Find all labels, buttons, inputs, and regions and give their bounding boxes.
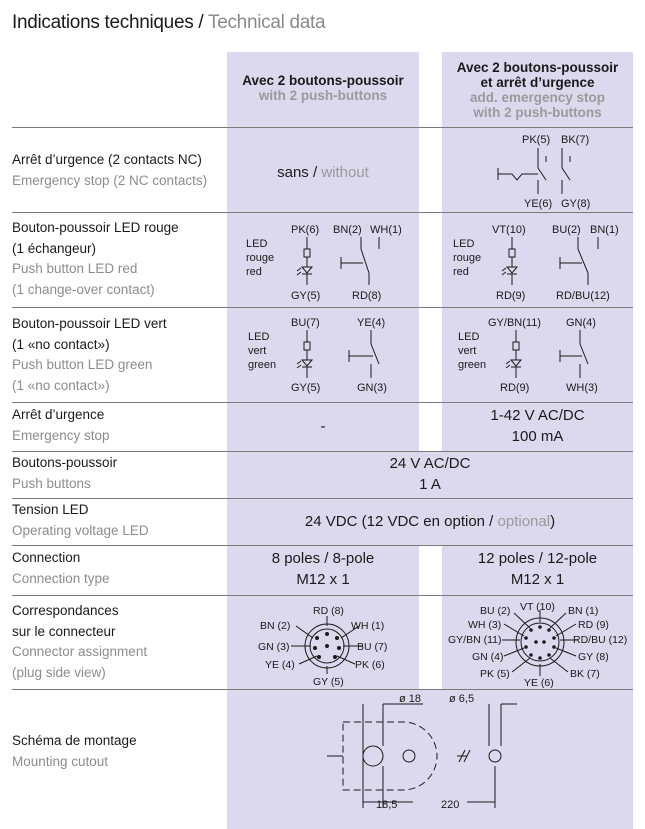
pin-label-pk: PK (5) — [480, 668, 510, 680]
label-fr: Boutons-poussoir — [12, 455, 118, 470]
led-label: LED — [246, 238, 268, 250]
led-label: red — [246, 266, 262, 278]
row-divider — [12, 545, 633, 546]
pin-label-bn: BN (1) — [568, 605, 599, 617]
led-optional: optional — [493, 513, 551, 530]
row-label-led — [12, 500, 149, 541]
row-label-estop — [12, 405, 110, 446]
label-en: Push buttons — [12, 475, 91, 491]
cutout-outline — [343, 722, 437, 790]
connector-pins — [313, 632, 341, 659]
cutout-hole-65 — [489, 750, 501, 762]
column-header-1 — [227, 73, 419, 103]
led-label: rouge — [246, 252, 275, 264]
label-en: Connector assignment — [12, 644, 148, 659]
connection-poles: 12 poles / 12-pole — [477, 550, 598, 567]
led-label: green — [458, 359, 487, 371]
label-en: Mounting cutout — [12, 753, 109, 769]
column-header-2 — [442, 60, 633, 120]
green-switch-lines — [506, 330, 588, 378]
led-label: rouge — [453, 252, 482, 264]
red-switch-lines — [502, 237, 598, 285]
wire-label-bn: BN(2) — [333, 224, 362, 236]
pin-label-bk: BK (7) — [570, 668, 600, 680]
wire-label-rdbu: RD/BU(12) — [556, 290, 610, 302]
dim-width-220: 220 — [441, 799, 460, 811]
dimension-lines — [363, 704, 517, 802]
label-fr: (1 échangeur) — [12, 240, 97, 256]
construction-lines — [327, 704, 501, 808]
pin-label-ye: YE (6) — [524, 677, 554, 689]
estop-col2 — [442, 405, 633, 447]
connection-poles: 8 poles / 8-pole — [271, 550, 375, 567]
emergency-switch-lines — [498, 148, 570, 194]
green-led-diagram-1 — [227, 308, 419, 402]
label-en: Emergency stop (2 NC contacts) — [12, 172, 208, 188]
estop-current: 100 mA — [511, 428, 564, 445]
led-label: LED — [453, 238, 475, 250]
column-header-1-fr: Avec 2 boutons-poussoir — [242, 73, 404, 88]
label-fr: Connection — [12, 550, 81, 565]
led-label: green — [248, 359, 277, 371]
pin-label-gn: GN (4) — [472, 651, 504, 663]
wire-label-gn: GN(4) — [566, 317, 596, 329]
pin-label-bu: BU (2) — [480, 605, 511, 617]
pin-label-wh: WH (3) — [468, 619, 502, 631]
led-label: vert — [248, 345, 267, 357]
pin-label-gn: GN (3) — [258, 641, 290, 653]
page-title — [12, 12, 325, 34]
wire-label-gn: GN(3) — [357, 382, 387, 394]
mounting-cutout-drawing — [227, 690, 633, 829]
estop-voltage: 1-42 V AC/DC — [490, 407, 585, 424]
label-fr: Arrêt d’urgence — [12, 407, 105, 422]
wire-label-ye: YE(6) — [524, 198, 553, 210]
row-divider — [12, 402, 633, 403]
label-en: Connection type — [12, 570, 110, 586]
pin-label-vt: VT (10) — [520, 601, 555, 613]
dim-diameter-65: ø 6,5 — [449, 693, 475, 705]
led-value — [227, 511, 633, 532]
wire-label-bu: BU(2) — [552, 224, 581, 236]
column-header-2-en-1: add. emergency stop — [469, 90, 606, 105]
green-switch-lines — [297, 330, 379, 378]
wire-label-gybn: GY/BN(11) — [488, 317, 541, 329]
led-label: vert — [458, 345, 477, 357]
row-label-mounting — [12, 731, 137, 772]
label-fr: Correspondances — [12, 603, 119, 618]
column-header-1-en: with 2 push-buttons — [258, 88, 388, 103]
wire-label-pk: PK(6) — [291, 224, 320, 236]
wire-label-bk: BK(7) — [561, 134, 590, 146]
pin-label-ye: YE (4) — [265, 659, 295, 671]
red-switch-lines — [297, 237, 379, 285]
label-en: Operating voltage LED — [12, 522, 149, 538]
label-fr: Schéma de montage — [12, 733, 137, 748]
led-label: red — [453, 266, 469, 278]
label-fr: sur le connecteur — [12, 623, 116, 639]
wire-label-ye: YE(4) — [357, 317, 386, 329]
label-fr: Tension LED — [12, 502, 89, 517]
row-divider — [12, 451, 633, 452]
emergency-contact-diagram — [442, 128, 633, 212]
row-label-emergency — [12, 150, 207, 191]
pin-label-gy: GY (5) — [313, 676, 344, 688]
led-label: LED — [248, 331, 270, 343]
connection-thread: M12 x 1 — [510, 571, 565, 588]
wire-label-wh: WH(1) — [370, 224, 402, 236]
led-label: LED — [458, 331, 480, 343]
red-led-diagram-2 — [442, 213, 633, 307]
pin-label-gy: GY (8) — [578, 651, 609, 663]
wire-label-wh: WH(3) — [566, 382, 598, 394]
wire-label-rd: RD(8) — [352, 290, 382, 302]
pin-label-bu: BU (7) — [357, 641, 388, 653]
green-led-diagram-2 — [442, 308, 633, 402]
wire-label-rd: RD(9) — [500, 382, 530, 394]
column-header-2-en-2: with 2 push-buttons — [473, 105, 602, 120]
wire-label-gy: GY(5) — [291, 382, 321, 394]
dim-width-185: 18,5 — [376, 799, 398, 811]
row-label-red — [12, 218, 179, 300]
value-fr: sans / — [277, 164, 318, 181]
row-label-green — [12, 314, 167, 396]
wire-label-gy: GY(8) — [561, 198, 591, 210]
label-en: Push button LED red — [12, 261, 138, 276]
connector-pins — [524, 625, 556, 660]
label-en: (1 change-over contact) — [12, 281, 155, 297]
label-fr: (1 «no contact») — [12, 336, 110, 352]
title-fr: Indications techniques / — [12, 12, 204, 33]
buttons-value — [227, 453, 633, 495]
row-label-connection — [12, 548, 110, 589]
pin-label-rdbu: RD/BU (12) — [573, 634, 628, 646]
emergency-col1 — [227, 162, 419, 183]
cutout-hole-small — [403, 750, 415, 762]
red-led-diagram-1 — [227, 213, 419, 307]
pin-label-rd: RD (9) — [578, 619, 609, 631]
label-en: (1 «no contact») — [12, 377, 110, 393]
pin-label-pk: PK (6) — [355, 659, 385, 671]
dim-diameter-18: ø 18 — [399, 693, 422, 705]
pin-label-gybn: GY/BN (11) — [448, 634, 502, 646]
led-paren: ) — [550, 513, 556, 530]
label-fr: Bouton-poussoir LED vert — [12, 316, 167, 331]
pin-label-rd: RD (8) — [313, 605, 344, 617]
estop-col1: - — [320, 418, 326, 435]
connector-8pin-diagram — [227, 596, 419, 689]
cutout-hole-18 — [363, 746, 383, 766]
value-en: without — [317, 164, 369, 181]
row-label-buttons — [12, 453, 117, 494]
row-divider — [12, 498, 633, 499]
wire-label-bu: BU(7) — [291, 317, 320, 329]
wire-label-pk: PK(5) — [522, 134, 551, 146]
row-label-assignment — [12, 601, 147, 683]
buttons-current: 1 A — [419, 476, 441, 493]
title-en: Technical data — [203, 12, 326, 33]
label-en: Push button LED green — [12, 357, 153, 372]
connection-thread: M12 x 1 — [296, 571, 350, 588]
column-header-2-fr-2: et arrêt d’urgence — [480, 75, 595, 90]
led-voltage: 24 VDC (12 VDC en option / — [304, 513, 494, 530]
wire-label-rd: RD(9) — [496, 290, 526, 302]
connector-12pin-diagram — [442, 596, 633, 689]
pin-label-bn: BN (2) — [260, 620, 291, 632]
wire-label-bn: BN(1) — [590, 224, 619, 236]
wire-label-gy: GY(5) — [291, 290, 321, 302]
label-en: (plug side view) — [12, 664, 106, 680]
wire-label-vt: VT(10) — [492, 224, 526, 236]
connection-col1 — [227, 548, 419, 590]
label-fr: Bouton-poussoir LED rouge — [12, 220, 179, 235]
column-header-2-fr-1: Avec 2 boutons-poussoir — [456, 60, 619, 75]
connection-col2 — [442, 548, 633, 590]
buttons-voltage: 24 V AC/DC — [389, 455, 471, 472]
label-fr: Arrêt d’urgence (2 contacts NC) — [12, 152, 202, 167]
label-en: Emergency stop — [12, 427, 110, 443]
pin-label-wh: WH (1) — [351, 620, 385, 632]
connector-leaders — [502, 610, 578, 676]
